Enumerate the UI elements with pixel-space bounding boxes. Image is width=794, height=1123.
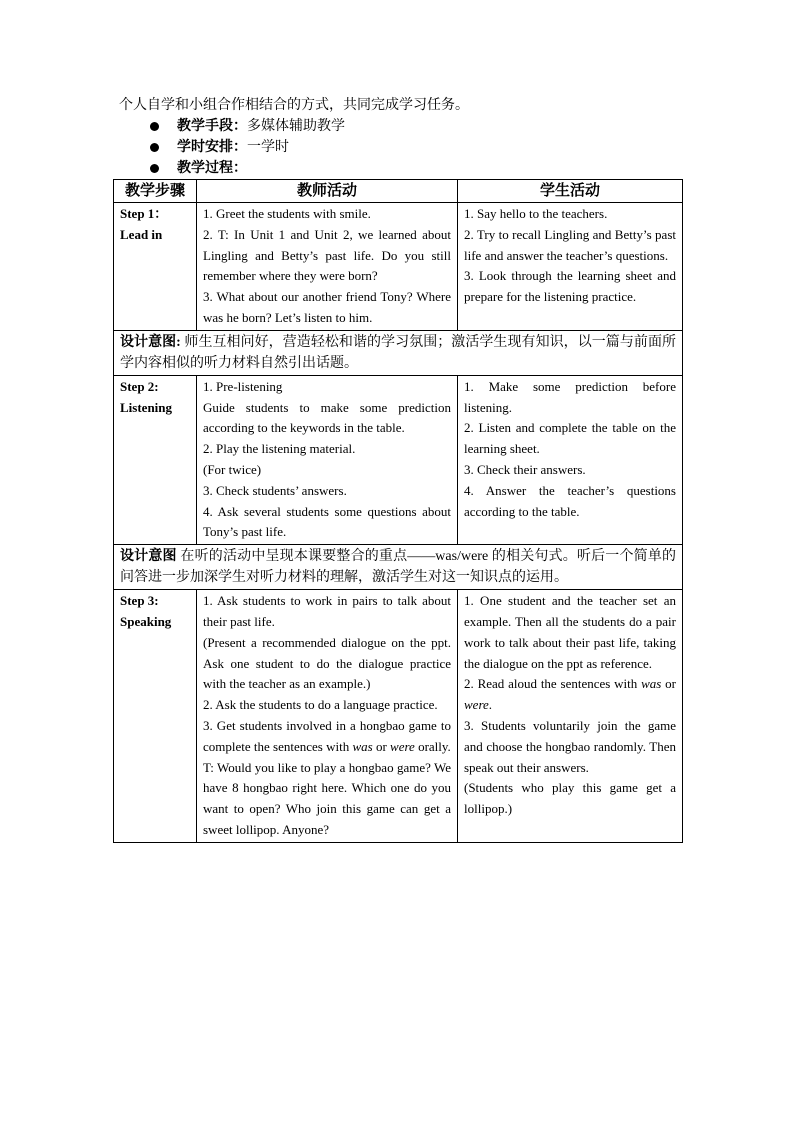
table-header-row [114, 180, 683, 203]
bullet-label: 教学过程： [177, 161, 247, 176]
step3-teacher: 1. Ask students to work in pairs to talk about their past life. (Present a recommended dialogue on the ppt. Ask one student to do the dialogue practice with the teacher as an example.) 2. Ask the students to do a language practice. 3. Get students involved in a hongbao game to complete the sentences with was or were orally. T: Would you like to play a hongbao game? We have 8 hongbao right here. Which one do you want to open? Who join this game can get a sweet lollipop. Anyone? [197, 590, 458, 843]
bullet-dot-icon [150, 143, 159, 152]
bullet-dot-icon [150, 122, 159, 131]
intent1-cell [114, 330, 683, 375]
header-student: 学生活动 [458, 180, 683, 203]
step3-label: Step 3: Speaking [114, 590, 197, 843]
bullet-value: 一学时 [247, 140, 289, 155]
bullet-list [150, 116, 345, 179]
teaching-process-table [113, 179, 683, 843]
step1-teacher: 1. Greet the students with smile. 2. T: In Unit 1 and Unit 2, we learned about Lingling and Betty’s past life. Do you still remember where they were born? 3. What about our another friend Tony? Where was he born? Let’s listen to him. [197, 203, 458, 331]
step2-teacher: 1. Pre-listening Guide students to make some prediction according to the keywords in the table. 2. Play the listening material. (For twice) 3. Check students’ answers. 4. Ask several students some questions about Tony’s past life. [197, 375, 458, 544]
bullet-label: 教学手段： [177, 119, 247, 134]
intent-label: 设计意图 [120, 549, 177, 565]
header-step: 教学步骤 [114, 180, 197, 203]
table-row-step1 [114, 203, 683, 331]
table-row-intent1 [114, 330, 683, 375]
step2-label: Step 2: Listening [114, 375, 197, 544]
read-aloud-sentence: 2. Read aloud the sentences with was or were. [464, 676, 676, 713]
intent2-cell [114, 545, 683, 590]
step2-student: 1. Make some prediction before listening. 2. Listen and complete the table on the learning sheet. 3. Check their answers. 4. Answer the teacher’s questions according to the table. [458, 375, 683, 544]
bullet-dot-icon [150, 164, 159, 173]
bullet-item [150, 116, 345, 137]
intent-text: 师生互相问好，营造轻松和谐的学习氛围；激活学生现有知识，以一篇与前面所学内容相似的听力材料自然引出话题。 [120, 334, 676, 371]
table-row-step3 [114, 590, 683, 843]
table-row-step2 [114, 375, 683, 544]
hongbao-sentence: 3. Get students involved in a hongbao game to complete the sentences with was or were orally. [203, 717, 451, 754]
step3-student: 1. One student and the teacher set an example. Then all the students do a pair work to talk about their past life, taking the dialogue on the ppt as reference. 2. Read aloud the sentences with was or were. 3. Students voluntarily join the game and choose the hongbao randomly. Then speak out their answers. (Students who play this game get a lollipop.) [458, 590, 683, 843]
intent-label: 设计意图: [120, 334, 181, 350]
step1-label: Step 1： Lead in [114, 203, 197, 331]
intro-line: 个人自学和小组合作相结合的方式，共同完成学习任务。 [119, 98, 469, 113]
intent-text: 在听的活动中呈现本课要整合的重点——was/were 的相关句式。听后一个简单的问答进一步加深学生对听力材料的理解，激活学生对这一知识点的运用。 [120, 549, 676, 586]
bullet-label: 学时安排： [177, 140, 247, 155]
step1-student: 1. Say hello to the teachers. 2. Try to recall Lingling and Betty’s past life and answer the teacher’s questions. 3. Look through the learning sheet and prepare for the listening practice. [458, 203, 683, 331]
bullet-value: 多媒体辅助教学 [247, 119, 345, 134]
header-teacher: 教师活动 [197, 180, 458, 203]
table-row-intent2 [114, 545, 683, 590]
bullet-item [150, 158, 345, 179]
bullet-item [150, 137, 345, 158]
